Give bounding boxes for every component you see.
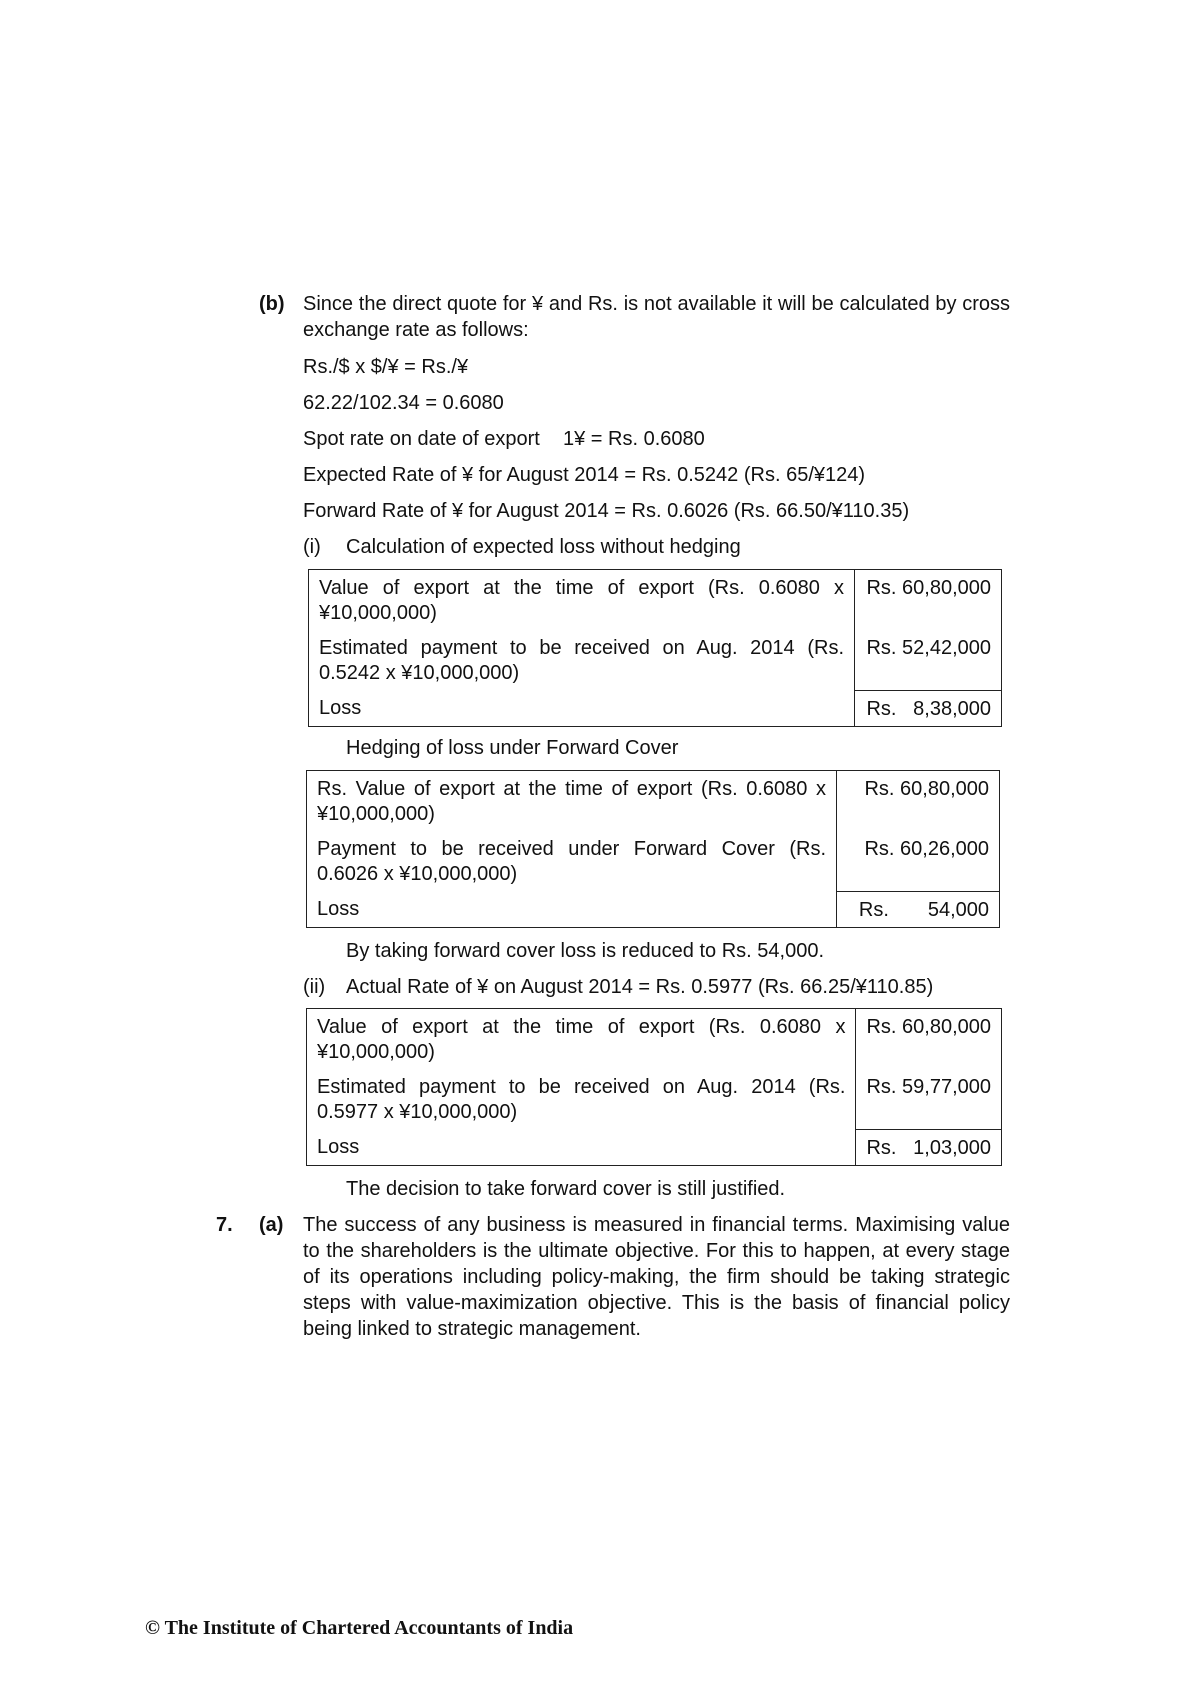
part-ii-label: (ii) — [303, 976, 326, 998]
part-i-label: (i) — [303, 536, 321, 558]
question-part-label: (a) — [259, 1214, 284, 1236]
row-description: Rs. Value of export at the time of export (Rs. 0.6080 x ¥10,000,000) — [307, 771, 837, 832]
question-number: 7. — [216, 1214, 233, 1236]
row-description: Estimated payment to be received on Aug. 2014 (Rs. 0.5977 x ¥10,000,000) — [307, 1069, 856, 1129]
table-forward-cover — [306, 770, 1000, 928]
spot-rate-label: Spot rate on date of export — [303, 428, 540, 450]
row-amount: Rs. 1,03,000 — [856, 1129, 1002, 1165]
table-row-total — [307, 891, 1000, 927]
table-actual-rate — [306, 1008, 1002, 1166]
part-ii-heading: Actual Rate of ¥ on August 2014 = Rs. 0.5977 (Rs. 66.25/¥110.85) — [346, 976, 934, 998]
expected-rate: Expected Rate of ¥ for August 2014 = Rs. 0.5242 (Rs. 65/¥124) — [303, 464, 866, 486]
table-row — [309, 630, 1002, 690]
row-amount: Rs. 60,80,000 — [837, 771, 1000, 832]
forward-rate: Forward Rate of ¥ for August 2014 = Rs. 0.6026 (Rs. 66.50/¥110.35) — [303, 500, 910, 522]
row-amount: Rs. 59,77,000 — [856, 1069, 1002, 1129]
page-footer: © The Institute of Chartered Accountants of India — [145, 1617, 574, 1639]
row-description: Estimated payment to be received on Aug. 2014 (Rs. 0.5242 x ¥10,000,000) — [309, 630, 855, 690]
cross-rate-calc: 62.22/102.34 = 0.6080 — [303, 392, 504, 414]
table-row — [307, 1009, 1002, 1070]
table-row — [307, 771, 1000, 832]
row-amount: Rs. 54,000 — [837, 891, 1000, 927]
row-description: Loss — [309, 690, 855, 726]
row-description: Payment to be received under Forward Cover (Rs. 0.6026 x ¥10,000,000) — [307, 831, 837, 891]
part-i-heading: Calculation of expected loss without hedging — [346, 536, 741, 558]
table-row-total — [307, 1129, 1002, 1165]
row-description: Value of export at the time of export (Rs. 0.6080 x ¥10,000,000) — [309, 570, 855, 631]
actual-rate-conclusion: The decision to take forward cover is still justified. — [346, 1178, 786, 1200]
table-row — [307, 831, 1000, 891]
table-row — [309, 570, 1002, 631]
row-amount: Rs. 52,42,000 — [855, 630, 1002, 690]
section-b-intro: Since the direct quote for ¥ and Rs. is not available it will be calculated by cross exchange rate as follows: — [303, 293, 1010, 341]
table-row-total — [309, 690, 1002, 726]
hedging-heading: Hedging of loss under Forward Cover — [346, 737, 679, 759]
row-amount: Rs. 60,26,000 — [837, 831, 1000, 891]
row-description: Value of export at the time of export (Rs. 0.6080 x ¥10,000,000) — [307, 1009, 856, 1070]
row-description: Loss — [307, 891, 837, 927]
table-row — [307, 1069, 1002, 1129]
row-amount: Rs. 60,80,000 — [856, 1009, 1002, 1070]
forward-cover-conclusion: By taking forward cover loss is reduced to Rs. 54,000. — [346, 940, 825, 962]
row-amount: Rs. 60,80,000 — [855, 570, 1002, 631]
cross-rate-formula: Rs./$ x $/¥ = Rs./¥ — [303, 356, 469, 378]
question-7a-answer: The success of any business is measured in financial terms. Maximising value to the shareholders is the ultimate objective. For this to happen, at every stage of its operations including policy-making, the firm should be taking strategic steps with value-maximization objective. This is the basis of financial policy being linked to strategic management. — [303, 1214, 1010, 1340]
row-description: Loss — [307, 1129, 856, 1165]
section-b-label: (b) — [259, 293, 285, 315]
row-amount: Rs. 8,38,000 — [855, 690, 1002, 726]
table-without-hedging — [308, 569, 1002, 727]
spot-rate-value: 1¥ = Rs. 0.6080 — [563, 428, 705, 450]
